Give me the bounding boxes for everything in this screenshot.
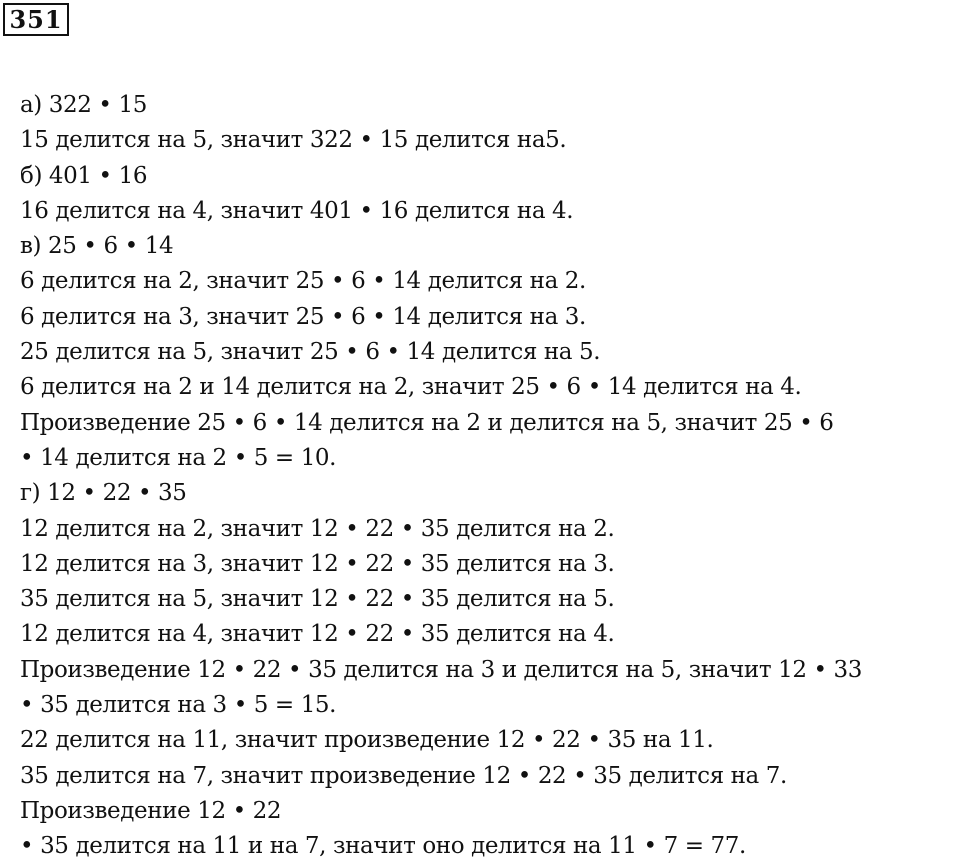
solution-line: 25 делится на 5, значит 25 • 6 • 14 делится на 5. xyxy=(20,339,601,366)
solution-line: • 35 делится на 3 • 5 = 15. xyxy=(20,692,337,719)
solution-line: 12 делится на 3, значит 12 • 22 • 35 делится на 3. xyxy=(20,550,615,577)
solution-line: 6 делится на 3, значит 25 • 6 • 14 делится на 3. xyxy=(20,303,586,330)
solution-line: 6 делится на 2, значит 25 • 6 • 14 делится на 2. xyxy=(20,268,586,295)
solution-line: а) 322 • 15 xyxy=(20,92,147,118)
solution-line: 12 делится на 2, значит 12 • 22 • 35 делится на 2. xyxy=(20,515,615,542)
solution-line: Произведение 12 • 22 xyxy=(20,797,282,824)
solution-line: 35 делится на 7, значит произведение 12 • 22 • 35 делится на 7. xyxy=(20,762,787,789)
solution-line: • 35 делится на 11 и на 7, значит оно делится на 11 • 7 = 77. xyxy=(20,833,746,860)
solution-line: б) 401 • 16 xyxy=(20,162,148,189)
solution-line: 35 делится на 5, значит 12 • 22 • 35 делится на 5. xyxy=(20,586,615,613)
solution-line: 15 делится на 5, значит 322 • 15 делится на5. xyxy=(20,127,567,154)
solution-line: г) 12 • 22 • 35 xyxy=(20,480,187,507)
solution-line: 6 делится на 2 и 14 делится на 2, значит 25 • 6 • 14 делится на 4. xyxy=(20,374,802,401)
solution-line: 12 делится на 4, значит 12 • 22 • 35 делится на 4. xyxy=(20,621,615,648)
solution-text xyxy=(20,88,955,865)
solution-line: 16 делится на 4, значит 401 • 16 делится на 4. xyxy=(20,197,574,224)
solution-line: Произведение 25 • 6 • 14 делится на 2 и делится на 5, значит 25 • 6 xyxy=(20,409,834,436)
solution-line: 22 делится на 11, значит произведение 12 • 22 • 35 на 11. xyxy=(20,727,714,754)
solution-line: в) 25 • 6 • 14 xyxy=(20,233,174,260)
solution-line: • 14 делится на 2 • 5 = 10. xyxy=(20,444,337,471)
problem-number-box: 351 xyxy=(3,3,69,36)
solution-line: Произведение 12 • 22 • 35 делится на 3 и делится на 5, значит 12 • 33 xyxy=(20,656,863,683)
